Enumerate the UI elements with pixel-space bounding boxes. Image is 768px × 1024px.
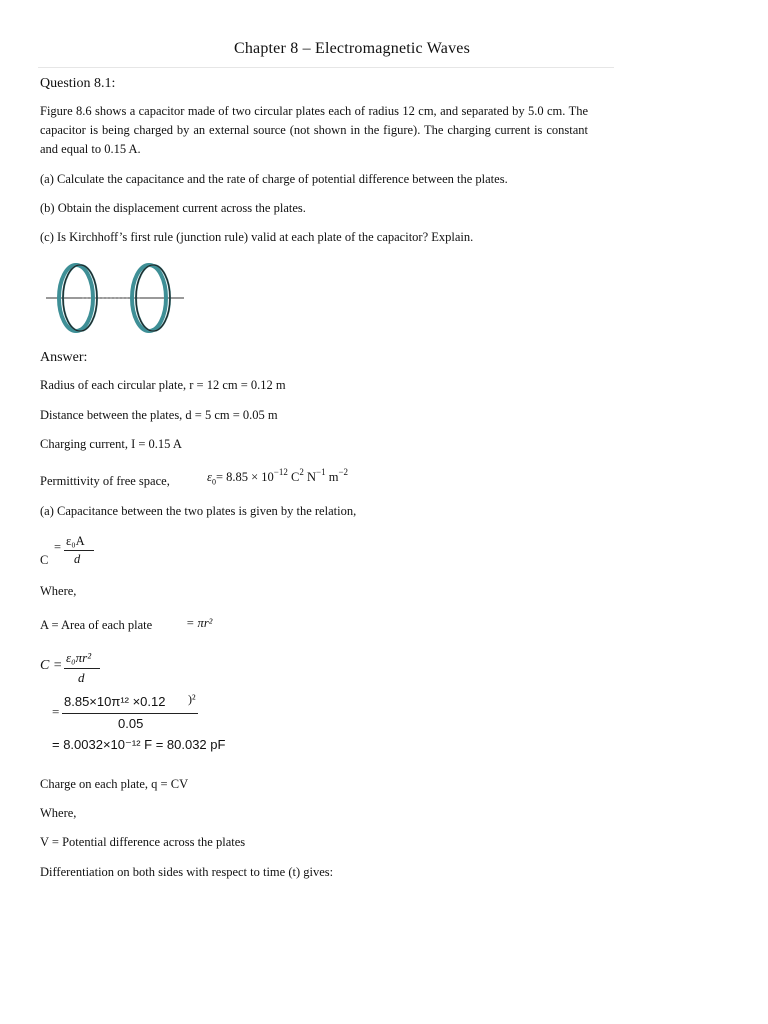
where-1: Where, — [40, 584, 77, 598]
c3-num: 8.85×10π¹² ×0.12 — [64, 694, 166, 709]
charge-line: Charge on each plate, q = CV — [40, 777, 189, 791]
where-2: Where, — [40, 806, 77, 820]
formula-c-lhs: C — [40, 553, 49, 567]
c2-lhs: C = — [40, 658, 63, 673]
c2-den: d — [78, 670, 85, 685]
unit-c-exp: 2 — [299, 467, 304, 477]
epsilon-symbol: ε — [207, 470, 212, 484]
diff-line: Differentiation on both sides with respect to time (t) gives: — [40, 865, 334, 879]
part-a: (a) Calculate the capacitance and the rate of charge of potential difference between the plates. — [40, 172, 508, 186]
c2-num: ε₀πr² — [66, 650, 92, 665]
unit-c: C — [287, 470, 300, 484]
answer-label: Answer: — [40, 350, 88, 365]
c4-result: = 8.0032×10⁻¹² F = 80.032 pF — [52, 737, 226, 752]
current-line: Charging current, I = 0.15 A — [40, 437, 182, 451]
area-formula: = πr² — [186, 616, 213, 630]
chapter-title: Chapter 8 – Electromagnetic Waves — [233, 40, 471, 57]
c3-eq: = — [52, 704, 60, 719]
question-label: Question 8.1: — [40, 76, 116, 91]
c3-bar — [62, 713, 198, 714]
unit-m-exp: −2 — [338, 467, 349, 477]
c3-den: 0.05 — [118, 716, 144, 731]
part-c: (c) Is Kirchhoff’s first rule (junction rule) valid at each plate of the capacitor? Explain. — [40, 230, 474, 244]
formula-c-eq: = — [54, 540, 62, 554]
permittivity-exp: −12 — [273, 467, 288, 477]
question-text: Figure 8.6 shows a capacitor made of two circular plates each of radius 12 cm, and separated by 5.0 cm. The capacitor is being charged by an external source (not shown in the figure). The charging current is constant and equal to 0.15 A. — [40, 104, 588, 156]
permittivity-value: = 8.85 × 10 — [215, 470, 274, 484]
permittivity-label: Permittivity of free space, — [40, 474, 170, 488]
title-rule — [38, 67, 614, 68]
part-b: (b) Obtain the displacement current across the plates. — [40, 201, 306, 215]
capacitor-plates-figure — [40, 258, 190, 338]
formula-c-bar — [64, 550, 94, 551]
distance-line: Distance between the plates, d = 5 cm = 0.05 m — [40, 408, 278, 422]
permittivity-expression — [207, 467, 349, 487]
formula-c-num: ε₀A — [66, 534, 85, 548]
unit-m: m — [325, 470, 339, 484]
formula-c-den: d — [74, 552, 81, 566]
radius-line: Radius of each circular plate, r = 12 cm = 0.12 m — [40, 378, 286, 392]
c2-bar — [64, 668, 100, 669]
unit-n: N — [303, 470, 316, 484]
c3-num-exp: )² — [188, 692, 196, 706]
area-line: A = Area of each plate — [40, 618, 153, 632]
capacitance-intro: (a) Capacitance between the two plates is given by the relation, — [40, 504, 357, 518]
v-line: V = Potential difference across the plates — [40, 835, 246, 849]
epsilon-subscript: 0 — [211, 477, 216, 487]
unit-n-exp: −1 — [316, 467, 326, 477]
